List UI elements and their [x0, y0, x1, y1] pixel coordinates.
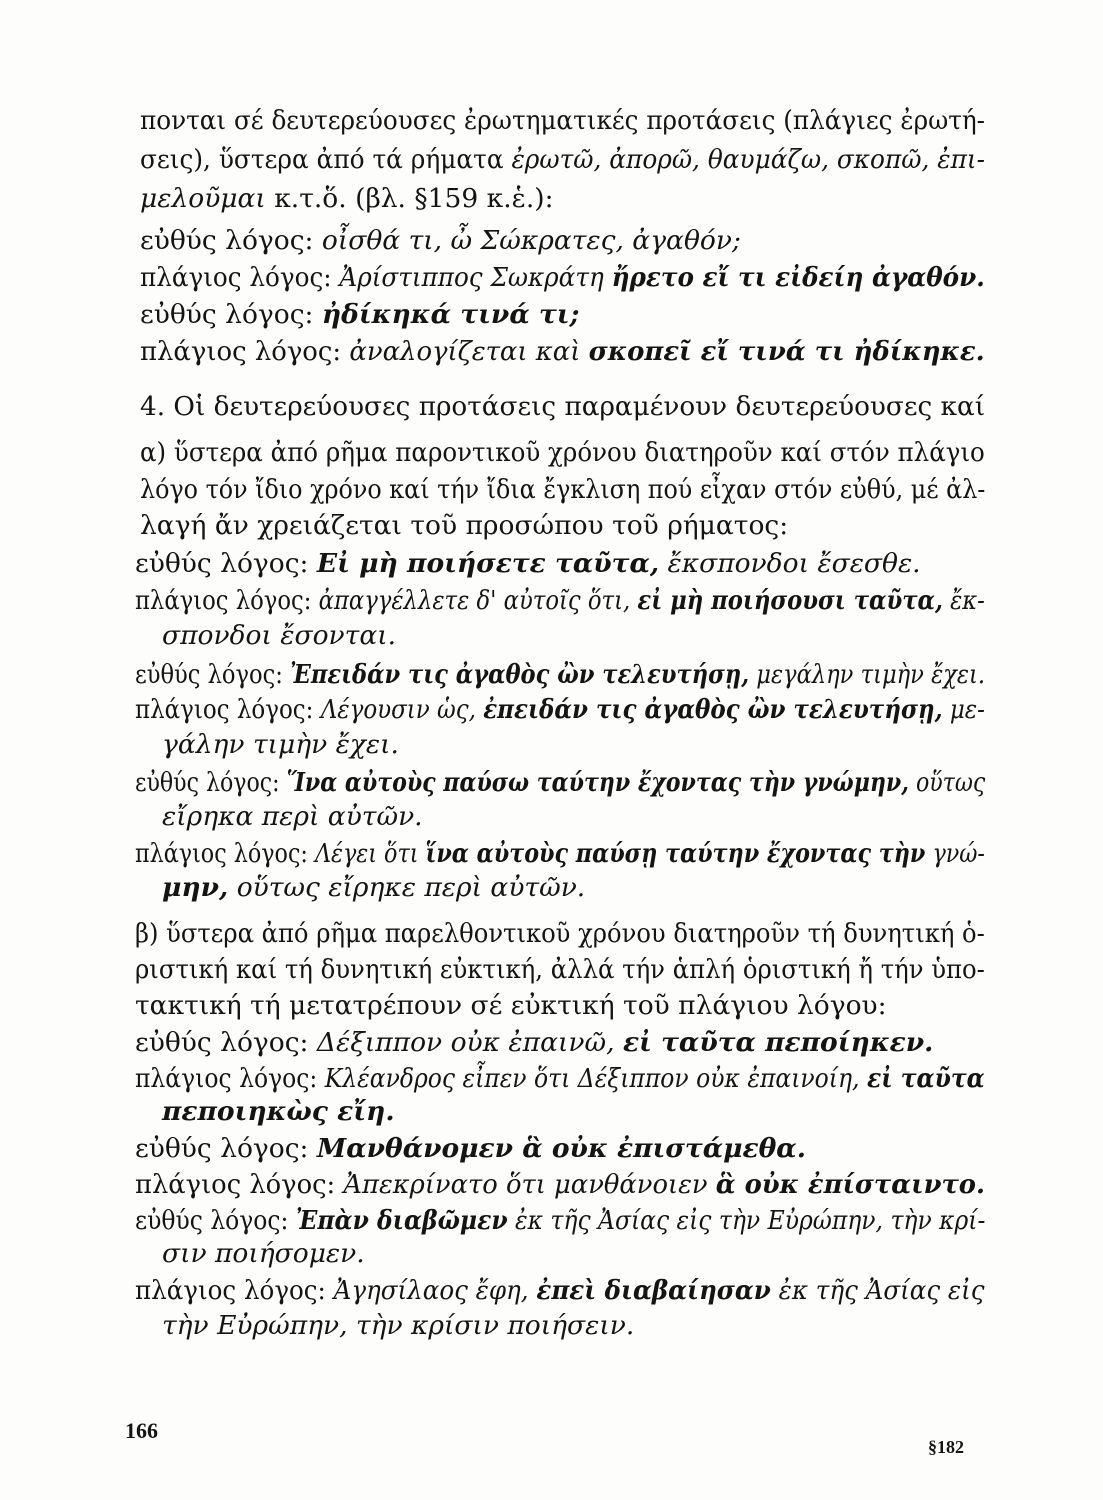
a-example-indirect-3-cont: μην, οὕτως εἴρηκε περὶ αὐτῶν.	[162, 872, 586, 903]
intro-line-3: μελοῦμαι κ.τ.ὅ. (βλ. §159 κ.ἑ.):	[140, 183, 554, 214]
section-b-line-1: β) ὕστερα ἀπό ρῆμα παρελθοντικοῦ χρόνου διατηροῦν τή δυνητική ὁ-	[135, 918, 985, 949]
section-b-line-2: ριστική καί τή δυνητική εὐκτική, ἀλλά τήν ἁπλή ὁριστική ἤ τήν ὑπο-	[135, 954, 985, 985]
example-direct-1: εὐθύς λόγος: οἶσθά τι, ὦ Σώκρατες, ἀγαθόν;	[140, 225, 741, 256]
a-example-direct-1: εὐθύς λόγος: Εἰ μὴ ποιήσετε ταῦτα, ἔκσπονδοι ἔσεσθε.	[135, 548, 921, 579]
b-example-indirect-3-cont: τὴν Εὐρώπην, τὴν κρίσιν ποιήσειν.	[162, 1310, 635, 1341]
a-example-direct-3: εὐθύς λόγος: Ἵνα αὐτοὺς παύσω ταύτην ἔχοντας τὴν γνώμην, οὕτως	[135, 767, 986, 798]
section-a-line-1: α) ὕστερα ἀπό ρῆμα παροντικοῦ χρόνου διατηροῦν καί στόν πλάγιο	[140, 437, 985, 468]
b-example-direct-2: εὐθύς λόγος: Μανθάνομεν ἃ οὐκ ἐπιστάμεθα.	[135, 1133, 806, 1164]
section-marker: §182	[928, 1437, 964, 1457]
a-example-indirect-1: πλάγιος λόγος: ἀπαγγέλλετε δ' αὐτοῖς ὅτι, εἰ μὴ ποιήσουσι ταῦτα, ἔκ-	[135, 585, 985, 616]
b-example-direct-3: εὐθύς λόγος: Ἐπὰν διαβῶμεν ἐκ τῆς Ἀσίας εἰς τὴν Εὐρώπην, τὴν κρί-	[135, 1205, 986, 1236]
b-example-direct-3-cont: σιν ποιήσομεν.	[162, 1238, 365, 1269]
page-number: 166	[125, 1418, 158, 1443]
section-a-line-3: λαγή ἄν χρειάζεται τοῦ προσώπου τοῦ ρήματος:	[140, 510, 789, 541]
example-indirect-2: πλάγιος λόγος: ἀναλογίζεται καὶ σκοπεῖ εἴ τινά τι ἠδίκηκε.	[140, 336, 985, 367]
b-example-indirect-3: πλάγιος λόγος: Ἀγησίλαος ἔφη, ἐπεὶ διαβαίησαν ἐκ τῆς Ἀσίας εἰς	[135, 1275, 985, 1306]
section-4-heading: 4. Οἱ δευτερεύουσες προτάσεις παραμένουν δευτερεύουσες καί	[140, 391, 986, 422]
a-example-indirect-3: πλάγιος λόγος: Λέγει ὅτι ἵνα αὐτοὺς παύσῃ ταύτην ἔχοντας τὴν γνώ-	[135, 838, 985, 869]
a-example-indirect-2: πλάγιος λόγος: Λέγουσιν ὡς, ἐπειδάν τις ἀγαθὸς ὢν τελευτήσῃ, με-	[135, 694, 985, 725]
b-example-indirect-2: πλάγιος λόγος: Ἀπεκρίνατο ὅτι μανθάνοιεν ἃ οὐκ ἐπίσταιντο.	[135, 1169, 985, 1200]
b-example-indirect-1-cont: πεποιηκὼς εἴη.	[162, 1096, 395, 1127]
example-direct-2: εὐθύς λόγος: ἠδίκηκά τινά τι;	[140, 299, 580, 330]
b-example-direct-1: εὐθύς λόγος: Δέξιππον οὐκ ἐπαινῶ, εἰ ταῦτα πεποίηκεν.	[135, 1027, 934, 1058]
a-example-direct-2: εὐθύς λόγος: Ἐπειδάν τις ἀγαθὸς ὢν τελευτήσῃ, μεγάλην τιμὴν ἔχει.	[135, 659, 986, 690]
a-example-indirect-2-cont: γάλην τιμὴν ἔχει.	[162, 729, 399, 760]
section-a-line-2: λόγο τόν ἴδιο χρόνο καί τήν ἴδια ἔγκλιση πού εἶχαν στόν εὐθύ, μέ ἀλ-	[140, 474, 986, 505]
example-indirect-1: πλάγιος λόγος: Ἀρίστιππος Σωκράτη ἤρετο εἴ τι εἰδείη ἀγαθόν.	[140, 262, 985, 293]
section-b-line-3: τακτική τή μετατρέπουν σέ εὐκτική τοῦ πλάγιου λόγου:	[135, 990, 887, 1021]
a-example-direct-3-cont: εἴρηκα περὶ αὐτῶν.	[162, 801, 423, 832]
b-example-indirect-1: πλάγιος λόγος: Κλέανδρος εἶπεν ὅτι Δέξιππον οὐκ ἐπαινοίη, εἰ ταῦτα	[135, 1063, 985, 1094]
intro-line-2: σεις), ὕστερα ἀπό τά ρήματα ἐρωτῶ, ἀπορῶ, θαυμάζω, σκοπῶ, ἐπι-	[140, 144, 985, 175]
intro-line-1: πονται σέ δευτερεύουσες ἐρωτηματικές προτάσεις (πλάγιες ἐρωτή-	[140, 105, 986, 136]
a-example-indirect-1-cont: σπονδοι ἔσονται.	[162, 620, 397, 651]
